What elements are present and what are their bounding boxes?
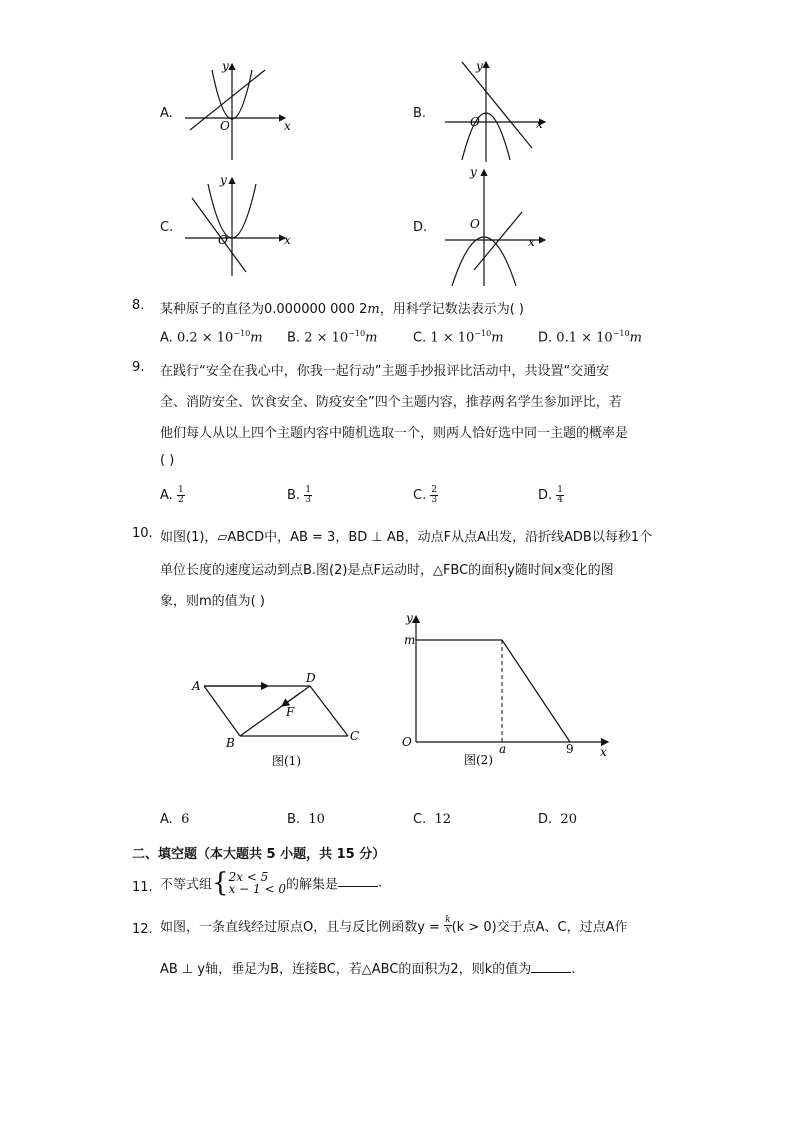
y-axis-label: y bbox=[476, 59, 483, 73]
origin-label: O bbox=[402, 735, 412, 749]
origin-label: O bbox=[220, 119, 230, 133]
answer-blank[interactable] bbox=[531, 960, 571, 973]
graph-segment-decreasing bbox=[502, 640, 570, 742]
m-tick-label: m bbox=[404, 633, 416, 647]
question-10-option-b: B. 10 bbox=[287, 812, 325, 827]
option-c-label: C. bbox=[160, 220, 174, 235]
point-b-label: B bbox=[226, 736, 235, 750]
question-12-number: 12. bbox=[132, 922, 153, 937]
side-ab bbox=[204, 686, 240, 736]
point-d-label: D bbox=[306, 671, 316, 685]
option-b-label: B. bbox=[413, 106, 427, 121]
question-11-stem: 不等式组{ 2x < 5 x − 1 < 0 的解集是 . bbox=[160, 868, 383, 898]
figure-2-graph bbox=[398, 610, 618, 772]
y-axis-label: y bbox=[470, 165, 477, 179]
question-10-number: 10. bbox=[132, 526, 153, 541]
graph-option-a bbox=[180, 58, 300, 163]
question-10-line-1: 如图(1)，▱ABCD中，AB = 3，BD ⊥ AB，动点F从点A出发，沿折线ADB以每秒1个 bbox=[160, 530, 653, 545]
x-axis-label: x bbox=[284, 119, 291, 133]
x-axis-label: x bbox=[284, 233, 291, 247]
question-9-option-c: C. $\frac{2}{3}$ bbox=[413, 485, 438, 505]
question-9-line-2: 全、消防安全、饮食安全、防疫安全”四个主题内容，推荐两名学生参加评比，若 bbox=[160, 395, 622, 410]
x-axis-label: x bbox=[600, 745, 607, 759]
figure-1-caption: 图(1) bbox=[272, 754, 301, 768]
question-8-option-b: B. $2 \times 10^{-10}m$ bbox=[287, 329, 378, 346]
point-a-label: A bbox=[192, 679, 201, 693]
origin-label: O bbox=[470, 217, 480, 231]
option-a-label: A. bbox=[160, 106, 173, 121]
question-8-option-a: A. $0.2 \times 10^{-10}m$ bbox=[160, 329, 263, 346]
x-axis-label: x bbox=[536, 117, 543, 131]
y-axis-label: y bbox=[222, 59, 229, 73]
graph-option-c bbox=[180, 172, 300, 280]
question-10-line-2: 单位长度的速度运动到点B.图(2)是点F运动时，△FBC的面积y随时间x变化的图 bbox=[160, 563, 614, 578]
question-9-number: 9. bbox=[132, 360, 145, 375]
question-10-option-d: D. 20 bbox=[538, 812, 577, 827]
nine-tick-label: 9 bbox=[566, 742, 574, 756]
answer-blank[interactable] bbox=[338, 874, 378, 887]
question-9-line-4: ( ) bbox=[160, 453, 175, 468]
figure-1-parallelogram bbox=[190, 668, 370, 773]
question-11-number: 11. bbox=[132, 880, 153, 895]
question-9-option-b: B. $\frac{1}{3}$ bbox=[287, 485, 311, 505]
point-c-label: C bbox=[350, 729, 360, 743]
question-12-line-2: AB ⊥ y轴，垂足为B，连接BC，若△ABC的面积为2，则k的值为 . bbox=[160, 962, 576, 977]
y-axis-label: y bbox=[406, 611, 413, 625]
graph-option-d bbox=[440, 164, 560, 288]
figure-2-caption: 图(2) bbox=[464, 753, 493, 767]
question-10-option-a: A. 6 bbox=[160, 812, 190, 827]
side-dc bbox=[310, 686, 348, 736]
question-8-option-d: D. $0.1 \times 10^{-10}m$ bbox=[538, 329, 642, 346]
question-9-option-a: A. $\frac{1}{2}$ bbox=[160, 485, 184, 505]
option-d-label: D. bbox=[413, 220, 428, 235]
question-8-option-c: C. $1 \times 10^{-10}m$ bbox=[413, 329, 504, 346]
a-tick-label: a bbox=[499, 742, 507, 756]
y-axis-label: y bbox=[220, 173, 227, 187]
question-9-line-3: 他们每人从以上四个主题内容中随机选取一个，则两人恰好选中同一主题的概率是 bbox=[160, 426, 629, 441]
question-9-option-d: D. $\frac{1}{4}$ bbox=[538, 485, 564, 505]
point-f-label: F bbox=[286, 705, 295, 719]
x-axis-label: x bbox=[528, 235, 535, 249]
question-8-stem: 某种原子的直径为0.000000 000 2m，用科学记数法表示为( ) bbox=[160, 302, 524, 317]
question-12-line-1: 如图，一条直线经过原点O，且与反比例函数y = $\frac{k}{x}$ (k > 0)交于点A、C，过点A作 bbox=[160, 915, 628, 935]
question-8-number: 8. bbox=[132, 298, 145, 313]
question-10-option-c: C. 12 bbox=[413, 812, 452, 827]
origin-label: O bbox=[470, 115, 480, 129]
question-9-line-1: 在践行“安全在我心中，你我一起行动”主题手抄报评比活动中，共设置“交通安 bbox=[160, 364, 610, 379]
question-10-line-3: 象，则m的值为( ) bbox=[160, 594, 265, 609]
graph-option-b bbox=[440, 56, 560, 164]
section-2-heading: 二、填空题（本大题共 5 小题，共 15 分） bbox=[132, 847, 386, 862]
origin-label: O bbox=[218, 233, 228, 247]
